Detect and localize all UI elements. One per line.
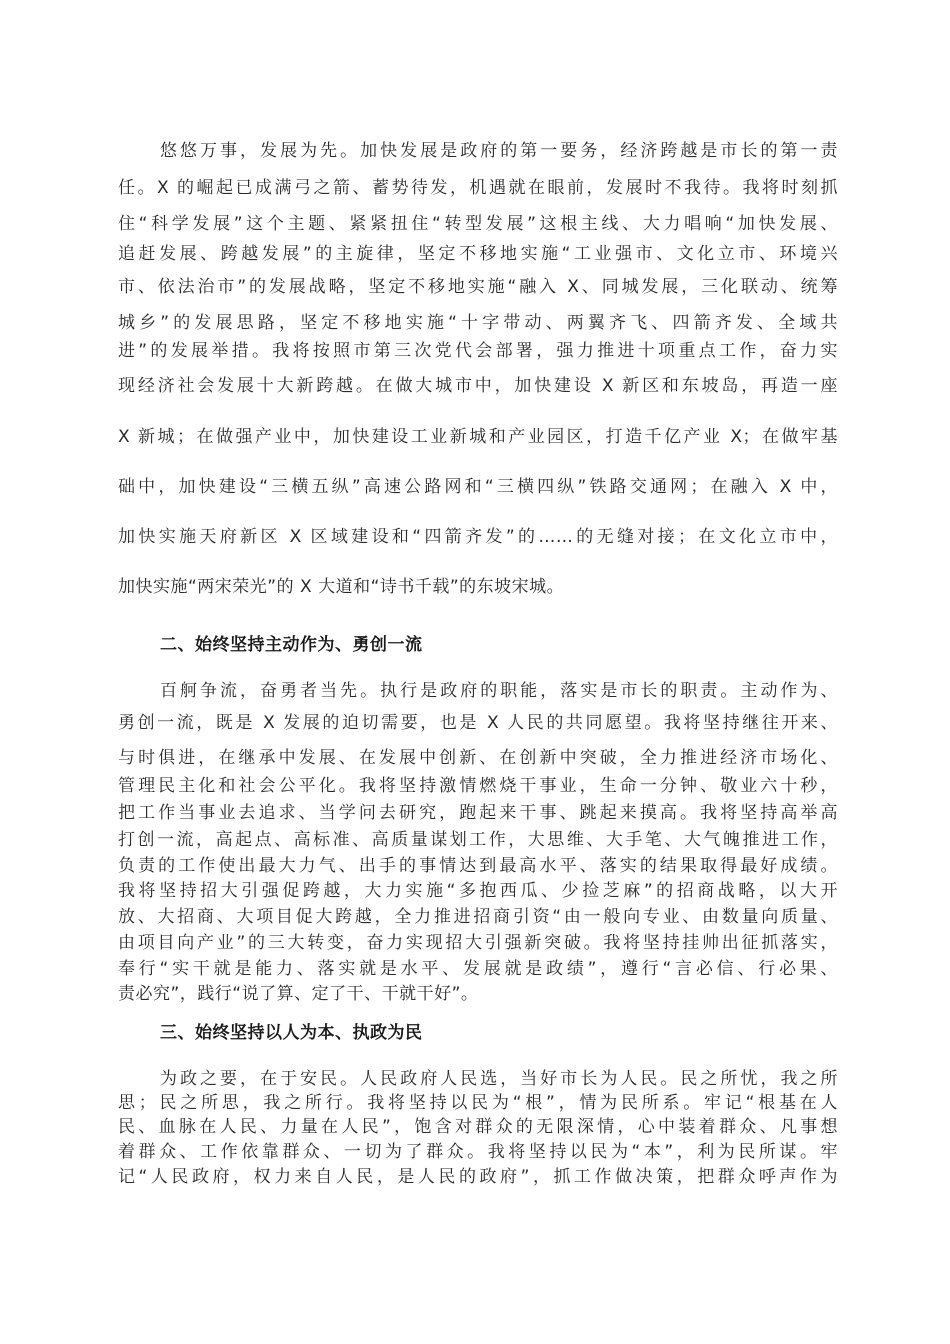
paragraph-line: 着群众、工作依靠群众、一切为了群众。我将坚持以民为“本”，利为民所谋。牢 [118,1142,838,1162]
paragraph-line: 奉行“实干就是能力、落实就是水平、发展就是政绩”，遵行“言必信、行必果、 [118,959,838,979]
paragraph-line: 思；民之所思，我之所行。我将坚持以民为“根”，情为民所系。牢记“根基在人 [118,1093,838,1113]
paragraph-line: 把工作当事业去追求、当学问去研究，跑起来干事、跳起来摸高。我将坚持高举高 [118,803,838,823]
paragraph-line: 为政之要，在于安民。人民政府人民选，当好市长为人民。民之所忧，我之所 [160,1069,838,1089]
paragraph-line: 百舸争流，奋勇者当先。执行是政府的职能，落实是市长的职责。主动作为、 [160,681,838,701]
paragraph-line: X 新城；在做强产业中，加快建设工业新城和产业园区，打造千亿产业 X；在做牢基 [118,427,838,447]
paragraph-line: 管理民主化和社会公平化。我将坚持激情燃烧干事业，生命一分钟、敬业六十秒， [118,776,838,796]
paragraph-line: 进”的发展举措。我将按照市第三次党代会部署，强力推进十项重点工作，奋力实 [118,341,838,361]
paragraph-line: 记“人民政府，权力来自人民，是人民的政府”，抓工作做决策，把群众呼声作为 [118,1167,838,1187]
paragraph-line: 打创一流，高起点、高标准、高质量谋划工作，大思维、大手笔、大气魄推进工作， [118,830,838,850]
paragraph-line: 勇创一流，既是 X 发展的迫切需要，也是 X 人民的共同愿望。我将坚持继往开来、 [118,713,838,733]
paragraph-line: 民、血脉在人民、力量在人民”，饱含对群众的无限深情，心中装着群众、凡事想 [118,1117,838,1137]
paragraph-line: 与时俱进，在继承中发展、在发展中创新、在创新中突破，全力推进经济市场化、 [118,748,838,768]
paragraph-line: 市、依法治市”的发展战略，坚定不移地实施“融入 X、同城发展，三化联动、统筹 [118,277,838,297]
paragraph-line: 加快实施“两宋荣光”的 X 大道和“诗书千载”的东坡宋城。 [118,577,565,597]
paragraph-line: 放、大招商、大项目促大跨越，全力推进招商引资“由一般向专业、由数量向质量、 [118,907,838,927]
paragraph-line: 负责的工作使出最大力气、出手的事情达到最高水平、落实的结果取得最好成绩。 [118,856,838,876]
paragraph-line: 追赶发展、跨越发展”的主旋律，坚定不移地实施“工业强市、文化立市、环境兴 [118,244,838,264]
paragraph-line: 加快实施天府新区 X 区域建设和“四箭齐发”的……的无缝对接；在文化立市中， [118,527,838,547]
section-heading: 三、始终坚持以人为本、执政为民 [160,1023,423,1043]
paragraph-line: 悠悠万事，发展为先。加快发展是政府的第一要务，经济跨越是市长的第一责 [160,141,838,161]
paragraph-line: 住“科学发展”这个主题、紧紧扭住“转型发展”这根主线、大力唱响“加快发展、 [118,214,838,234]
paragraph-line: 城乡”的发展思路，坚定不移地实施“十字带动、两翼齐飞、四箭齐发、全域共 [118,313,838,333]
paragraph-line: 我将坚持招大引强促跨越，大力实施“多抱西瓜、少捡芝麻”的招商战略，以大开 [118,881,838,901]
paragraph-line: 础中，加快建设“三横五纵”高速公路网和“三横四纵”铁路交通网；在融入 X 中， [118,477,838,497]
paragraph-line: 由项目向产业”的三大转变，奋力实现招大引强新突破。我将坚持挂帅出征抓落实， [118,933,838,953]
paragraph-line: 现经济社会发展十大新跨越。在做大城市中，加快建设 X 新区和东坡岛，再造一座 [118,376,838,396]
section-heading: 二、始终坚持主动作为、勇创一流 [160,635,423,655]
paragraph-line: 任。X 的崛起已成满弓之箭、蓄势待发，机遇就在眼前，发展时不我待。我将时刻抓 [118,178,838,198]
paragraph-line: 责必究”，践行“说了算、定了干、干就干好”。 [118,984,479,1004]
